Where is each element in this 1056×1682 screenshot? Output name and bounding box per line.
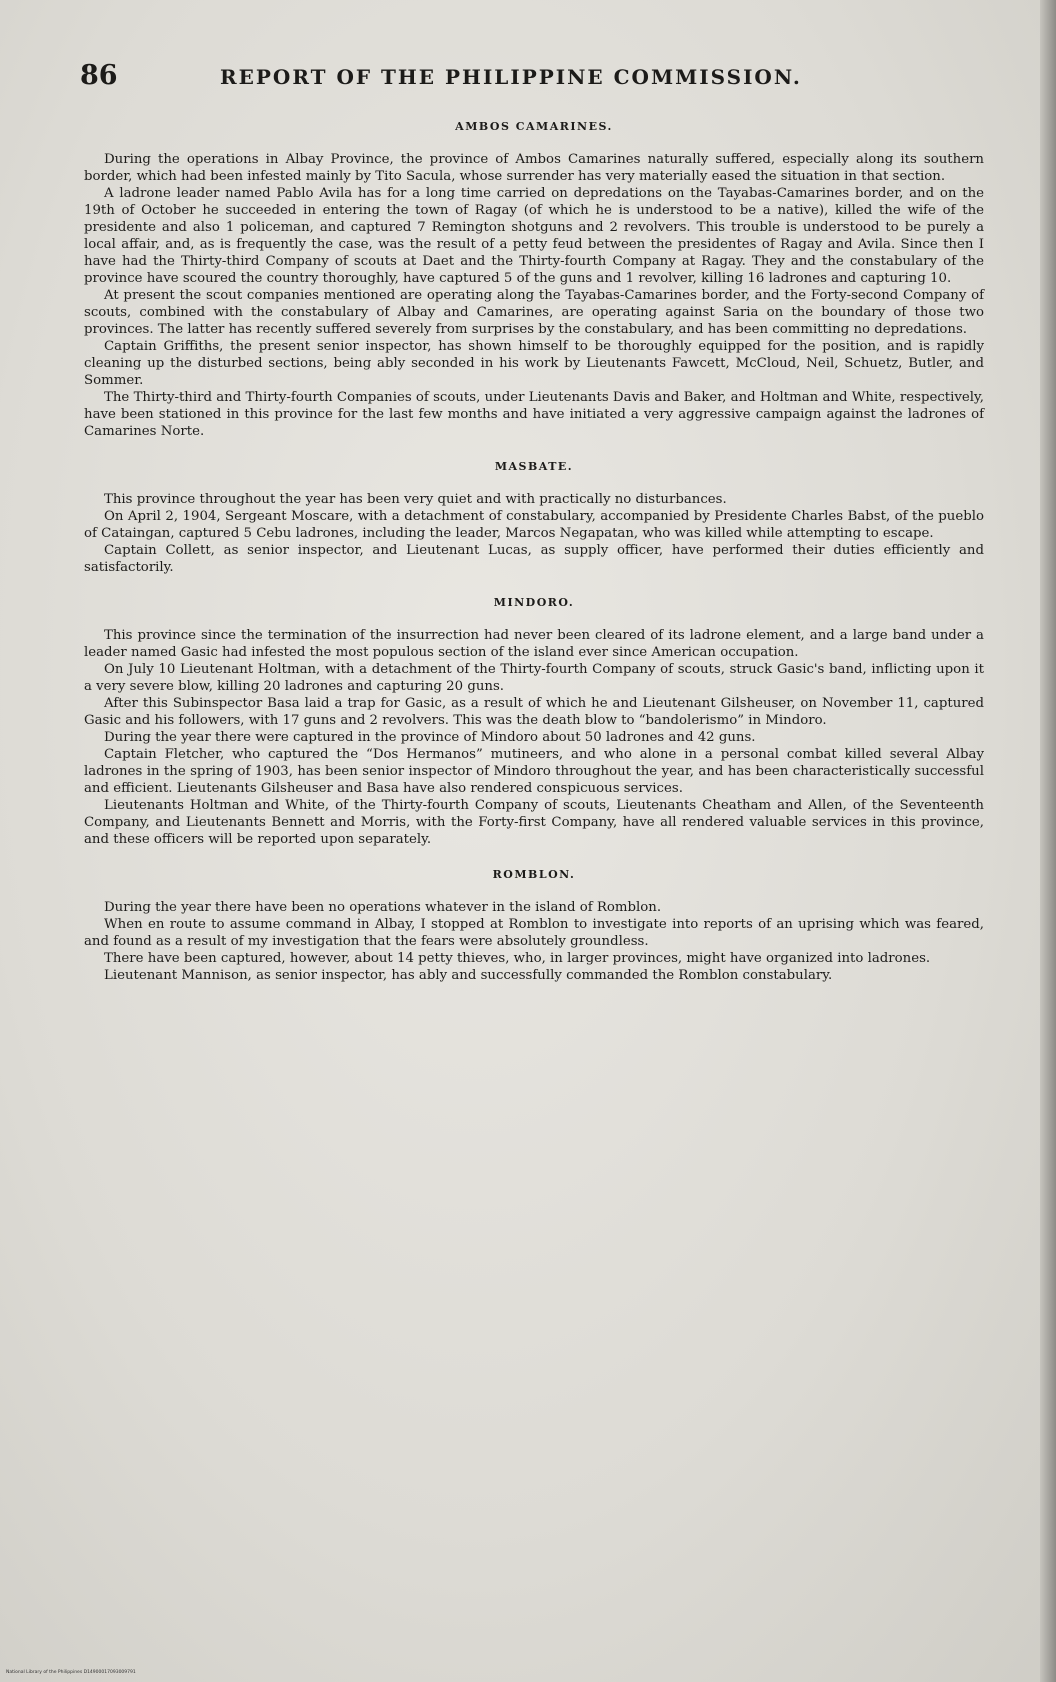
- paragraph: Lieutenant Mannison, as senior inspector, has ably and successfully commanded the Romblon constabulary.: [104, 968, 833, 983]
- paragraph: This province since the termination of the insurrection had never been cleared of its ladrone element, and a large band under a leader named Gasic had infested the most populous section of the island ever since American occupation.: [84, 628, 984, 660]
- section-heading: ROMBLON.: [492, 868, 576, 881]
- section-romblon: [84, 868, 984, 984]
- paragraph: The Thirty-third and Thirty-fourth Companies of scouts, under Lieutenants Davis and Baker, and Holtman and White, respectively, have been stationed in this province for the last few months and have initiated a very aggressive campaign against the ladrones of Camarines Norte.: [84, 390, 984, 439]
- paragraph: At present the scout companies mentioned are operating along the Tayabas-Camarines border, and the Forty-second Company of scouts, combined with the constabulary of Albay and Camarines, are operating against Saria on the boundary of those two provinces. The latter has recently suffered severely from surprises by the constabulary, and has been committing no depredations.: [84, 288, 984, 337]
- paragraph: On July 10 Lieutenant Holtman, with a detachment of the Thirty-fourth Company of scouts, struck Gasic's band, inflicting upon it a very severe blow, killing 20 ladrones and capturing 20 guns.: [84, 662, 984, 694]
- page-number: 86: [80, 60, 118, 91]
- paragraph: This province throughout the year has been very quiet and with practically no disturbances.: [104, 492, 727, 507]
- section-heading: MINDORO.: [493, 596, 575, 609]
- page-body: [84, 120, 984, 1004]
- paragraph: When en route to assume command in Albay, I stopped at Romblon to investigate into reports of an uprising which was feared, and found as a result of my investigation that the fears were absolutely groundless.: [84, 917, 984, 949]
- paragraph: Lieutenants Holtman and White, of the Thirty-fourth Company of scouts, Lieutenants Cheatham and Allen, of the Seventeenth Company, and Lieutenants Bennett and Morris, with the Forty-first Company, have all rendered valuable services in this province, and these officers will be reported upon separately.: [84, 798, 984, 847]
- paragraph: During the operations in Albay Province, the province of Ambos Camarines naturally suffered, especially along its southern border, which had been infested mainly by Tito Sacula, whose surrender has very materially eased the situation in that section.: [84, 152, 984, 184]
- running-head: REPORT OF THE PHILIPPINE COMMISSION.: [220, 65, 802, 89]
- paragraph: During the year there have been no operations whatever in the island of Romblon.: [104, 900, 662, 915]
- scan-footer: National Library of the Philippines D14900017093009791: [6, 1670, 136, 1675]
- section-heading: MASBATE.: [494, 460, 574, 473]
- paragraph: Captain Collett, as senior inspector, and Lieutenant Lucas, as supply officer, have performed their duties efficiently and satisfactorily.: [84, 543, 984, 575]
- section-masbate: [84, 460, 984, 576]
- page-edge-shadow: [1040, 0, 1056, 1682]
- page-header: [80, 60, 840, 94]
- paragraph: A ladrone leader named Pablo Avila has for a long time carried on depredations on the Tayabas-Camarines border, and on the 19th of October he succeeded in entering the town of Ragay (of which he is understood to be a native), killed the wife of the presidente and also 1 policeman, and captured 7 Remington shotguns and 2 revolvers. This trouble is understood to be purely a local affair, and, as is frequently the case, was the result of a petty feud between the presidentes of Ragay and Avila. Since then I have had the Thirty-third Company of scouts at Daet and the Thirty-fourth Company at Ragay. They and the constabulary of the province have scoured the country thoroughly, have captured 5 of the guns and 1 revolver, killing 16 ladrones and capturing 10.: [84, 186, 984, 286]
- section-mindoro: [84, 596, 984, 848]
- paragraph: Captain Griffiths, the present senior inspector, has shown himself to be thoroughly equipped for the position, and is rapidly cleaning up the disturbed sections, being ably seconded in his work by Lieutenants Fawcett, McCloud, Neil, Schuetz, Butler, and Sommer.: [84, 339, 984, 388]
- paragraph: On April 2, 1904, Sergeant Moscare, with a detachment of constabulary, accompanied by Presidente Charles Babst, of the pueblo of Cataingan, captured 5 Cebu ladrones, including the leader, Marcos Negapatan, who was killed while attempting to escape.: [84, 509, 984, 541]
- paragraph: During the year there were captured in the province of Mindoro about 50 ladrones and 42 guns.: [104, 730, 756, 745]
- section-ambos-camarines: [84, 120, 984, 440]
- paragraph: After this Subinspector Basa laid a trap for Gasic, as a result of which he and Lieutenant Gilsheuser, on November 11, captured Gasic and his followers, with 17 guns and 2 revolvers. This was the death blow to “bandolerismo” in Mindoro.: [84, 696, 984, 728]
- section-heading: AMBOS CAMARINES.: [455, 120, 613, 133]
- paragraph: Captain Fletcher, who captured the “Dos Hermanos” mutineers, and who alone in a personal combat killed several Albay ladrones in the spring of 1903, has been senior inspector of Mindoro throughout the year, and has been characteristically successful and efficient. Lieutenants Gilsheuser and Basa have also rendered conspicuous services.: [84, 747, 984, 796]
- paragraph: There have been captured, however, about 14 petty thieves, who, in larger provinces, might have organized into ladrones.: [104, 951, 931, 966]
